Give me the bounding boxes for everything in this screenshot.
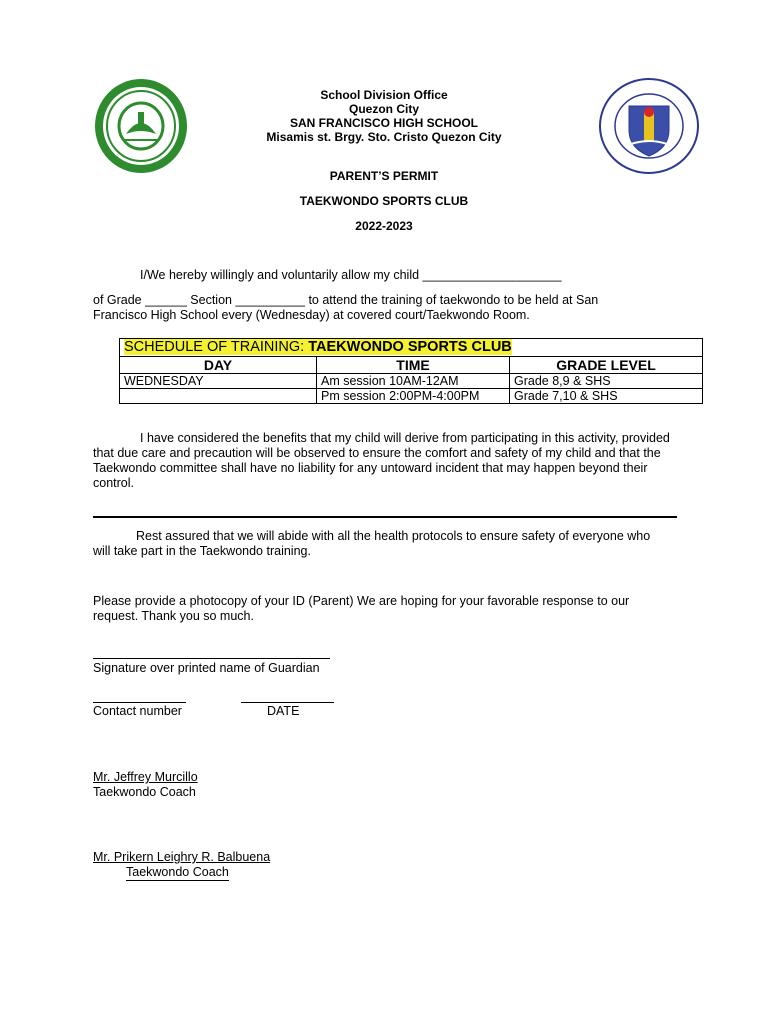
header-office: School Division Office [320, 88, 448, 102]
health-line-2: will take part in the Taekwondo training. [93, 544, 311, 558]
header-city: Quezon City [348, 102, 419, 116]
table-row [120, 389, 703, 404]
doc-title: PARENT’S PERMIT [329, 169, 439, 183]
header-address: Misamis st. Brgy. Sto. Cristo Quezon City [266, 130, 502, 144]
col-header-time: TIME [317, 357, 510, 374]
intro-line-1: I/We hereby willingly and voluntarily allow my child ____________________ [140, 268, 562, 282]
coach-1-name: Mr. Jeffrey Murcillo [93, 770, 198, 784]
coach-2-name: Mr. Prikern Leighry R. Balbuena [93, 850, 271, 864]
date-line [241, 702, 334, 703]
guardian-signature-line [93, 658, 330, 659]
schedule-header-row [120, 357, 703, 374]
consent-line-3: Taekwondo committee shall have no liability for any untoward incident that may happen beyond their [93, 461, 648, 475]
cell-time: Pm session 2:00PM-4:00PM [317, 389, 510, 404]
contact-number-label: Contact number [93, 704, 182, 718]
cell-time: Am session 10AM-12AM [317, 374, 510, 389]
intro-line-3: Francisco High School every (Wednesday) at covered court/Taekwondo Room. [93, 308, 530, 322]
schedule-title-row [120, 339, 703, 357]
consent-line-4: control. [93, 476, 134, 490]
coach-1-role: Taekwondo Coach [93, 785, 196, 799]
section-divider [93, 516, 677, 518]
cell-grade: Grade 8,9 & SHS [510, 374, 703, 389]
school-year: 2022-2023 [355, 219, 413, 233]
contact-number-line [93, 702, 186, 703]
schedule-title-prefix: SCHEDULE OF TRAINING: [124, 339, 309, 355]
col-header-grade: GRADE LEVEL [510, 357, 703, 374]
coach-2-role: Taekwondo Coach [126, 865, 229, 879]
request-line-2: request. Thank you so much. [93, 609, 254, 623]
cell-grade: Grade 7,10 & SHS [510, 389, 703, 404]
col-header-day: DAY [120, 357, 317, 374]
schedule-title [120, 339, 703, 357]
schedule-title-club: TAEKWONDO SPORTS CLUB [308, 339, 512, 355]
request-line-1: Please provide a photocopy of your ID (Parent) We are hoping for your favorable response to our [93, 594, 630, 608]
consent-line-1: I have considered the benefits that my child will derive from participating in this activity, provided [140, 431, 670, 445]
table-row [120, 374, 703, 389]
header-school: SAN FRANCISCO HIGH SCHOOL [289, 116, 478, 130]
date-label: DATE [267, 704, 300, 718]
cell-day: WEDNESDAY [120, 374, 317, 389]
intro-line-2: of Grade ______ Section __________ to attend the training of taekwondo to be held at San [93, 293, 599, 307]
cell-day [120, 389, 317, 404]
health-line-1: Rest assured that we will abide with all the health protocols to ensure safety of everyone who [136, 529, 651, 543]
club-title: TAEKWONDO SPORTS CLUB [299, 194, 469, 208]
consent-line-2: that due care and precaution will be observed to ensure the comfort and safety of my child and that the [93, 446, 661, 460]
schedule-table [119, 338, 703, 404]
guardian-signature-label: Signature over printed name of Guardian [93, 661, 320, 675]
